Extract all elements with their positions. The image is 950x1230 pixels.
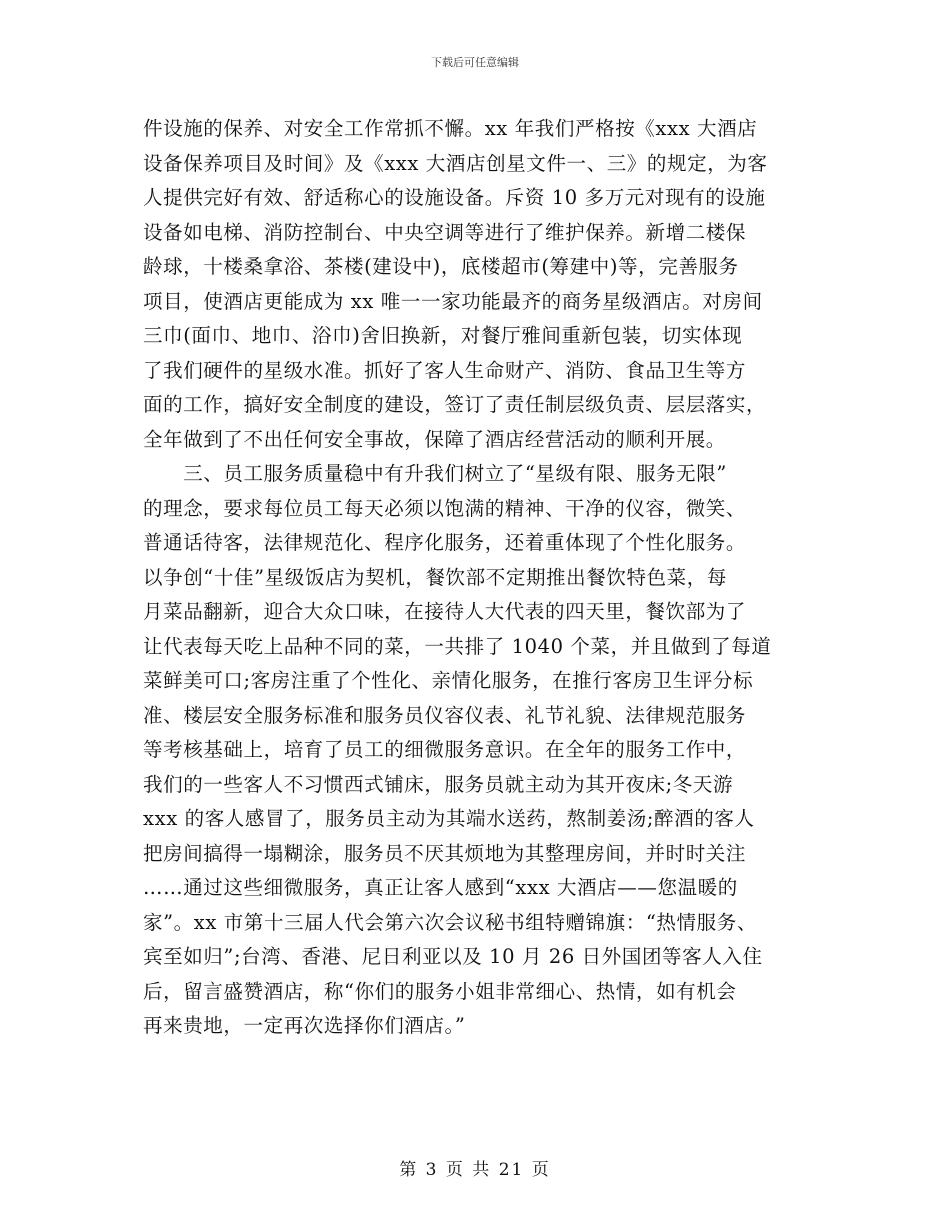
text-line: 月菜品翻新，迎合大众口味，在接待人大代表的四天里，餐饮部为了 bbox=[143, 600, 747, 623]
text-line: 了我们硬件的星级水准。抓好了客人生命财产、消防、食品卫生等方 bbox=[143, 358, 747, 382]
text-line: 人提供完好有效、舒适称心的设施设备。斥资 10 多万元对现有的设施 bbox=[143, 186, 766, 209]
text-line: 普通话待客，法律规范化、程序化服务，还着重体现了个性化服务。 bbox=[143, 531, 747, 554]
text-line: 的理念，要求每位员工每天必须以饱满的精神、干净的仪容，微笑、 bbox=[143, 496, 747, 520]
text-line: 我们的一些客人不习惯西式铺床，服务员就主动为其开夜床;冬天游 bbox=[143, 772, 734, 796]
text-line: 菜鲜美可口;客房注重了个性化、亲情化服务，在推行客房卫生评分标 bbox=[143, 669, 754, 692]
text-line: 三、员工服务质量稳中有升我们树立了“星级有限、服务无限” bbox=[143, 462, 727, 485]
page-number-footer: 第 3 页 共 21 页 bbox=[399, 1160, 551, 1180]
text-line: 全年做到了不出任何安全事故，保障了酒店经营活动的顺利开展。 bbox=[143, 427, 726, 451]
page-header: 下载后可任意编辑 bbox=[431, 56, 519, 69]
text-line: 三巾(面巾、地巾、浴巾)舍旧换新，对餐厅雅间重新包装，切实体现 bbox=[143, 324, 743, 347]
text-line: 宾至如归”;台湾、香港、尼日利亚以及 10 月 26 日外国团等客人入住 bbox=[143, 945, 763, 968]
text-line: xxx 的客人感冒了，服务员主动为其端水送药，熬制姜汤;醉酒的客人 bbox=[143, 807, 755, 830]
text-line: 以争创“十佳”星级饭店为契机，餐饮部不定期推出餐饮特色菜，每 bbox=[143, 565, 727, 589]
text-line: 后，留言盛赞酒店，称“你们的服务小姐非常细心、热情，如有机会 bbox=[143, 979, 737, 1003]
text-line: 准、楼层安全服务标准和服务员仪容仪表、礼节礼貌、法律规范服务 bbox=[143, 703, 747, 727]
text-line: 等考核基础上，培育了员工的细微服务意识。在全年的服务工作中， bbox=[143, 738, 747, 761]
text-line: 让代表每天吃上品种不同的菜，一共排了 1040 个菜，并且做到了每道 bbox=[143, 634, 772, 658]
text-line: 项目，使酒店更能成为 xx 唯一一家功能最齐的商务星级酒店。对房间 bbox=[143, 289, 763, 313]
text-line: 把房间搞得一塌糊涂，服务员不厌其烦地为其整理房间，并时时关注 bbox=[143, 841, 747, 865]
text-line: 件设施的保养、对安全工作常抓不懈。xx 年我们严格按《xxx 大酒店 bbox=[143, 117, 758, 140]
text-line: 面的工作，搞好安全制度的建设，签订了责任制层级负责、层层落实， bbox=[143, 393, 767, 416]
text-line: 设备如电梯、消防控制台、中央空调等进行了维护保养。新增二楼保 bbox=[143, 220, 747, 244]
text-line: ……通过这些细微服务，真正让客人感到“xxx 大酒店——您温暖的 bbox=[143, 876, 738, 899]
text-line: 再来贵地，一定再次选择你们酒店。” bbox=[143, 1014, 466, 1037]
text-line: 龄球，十楼桑拿浴、茶楼(建设中)，底楼超市(筹建中)等，完善服务 bbox=[143, 255, 739, 278]
text-line: 家”。xx 市第十三届人代会第六次会议秘书组特赠锦旗：“热情服务、 bbox=[143, 910, 757, 934]
document-body bbox=[143, 112, 843, 1044]
text-line: 设备保养项目及时间》及《xxx 大酒店创星文件一、三》的规定，为客 bbox=[143, 151, 768, 175]
